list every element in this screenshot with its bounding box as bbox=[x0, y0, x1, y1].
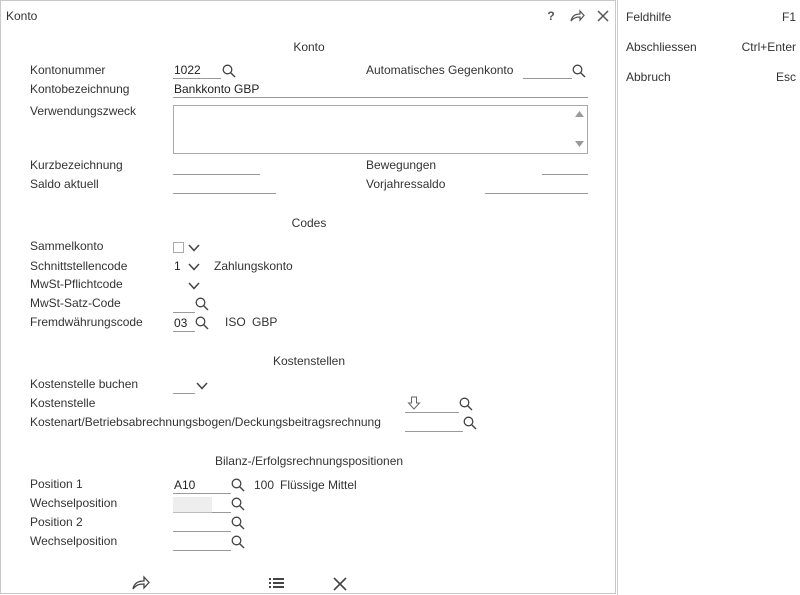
kostenstelle-label: Kostenstelle bbox=[30, 396, 96, 410]
fremdwaehrungscode-label: Fremdwährungscode bbox=[30, 315, 143, 329]
iso-value: GBP bbox=[252, 315, 278, 329]
wechselposition2-field[interactable] bbox=[173, 535, 231, 551]
search-icon[interactable] bbox=[195, 297, 209, 311]
search-icon[interactable] bbox=[195, 316, 209, 330]
saldo-aktuell-label: Saldo aktuell bbox=[30, 177, 99, 191]
gegenkonto-label: Automatisches Gegenkonto bbox=[366, 63, 514, 77]
search-icon[interactable] bbox=[222, 64, 236, 78]
list-icon[interactable] bbox=[268, 576, 286, 592]
mwst-satz-code-label: MwSt-Satz-Code bbox=[30, 296, 121, 310]
kontobezeichnung-label: Kontobezeichnung bbox=[30, 82, 130, 96]
side-menu-label: Abschliessen bbox=[626, 40, 697, 54]
side-menu-abbruch[interactable] bbox=[626, 70, 796, 84]
scroll-down-icon[interactable] bbox=[575, 141, 584, 147]
schnittstellencode-field[interactable]: 1 bbox=[174, 259, 181, 273]
verwendungszweck-textarea[interactable] bbox=[173, 105, 588, 154]
forward-footer-icon[interactable] bbox=[131, 575, 151, 593]
schnittstellencode-label: Schnittstellencode bbox=[30, 259, 128, 273]
position1-number: 100 bbox=[254, 478, 275, 492]
schnittstellencode-desc: Zahlungskonto bbox=[214, 259, 293, 273]
search-icon[interactable] bbox=[231, 478, 245, 492]
side-menu-abschliessen[interactable] bbox=[626, 40, 796, 54]
kontobezeichnung-field[interactable]: Bankkonto GBP bbox=[173, 82, 588, 98]
bewegungen-label: Bewegungen bbox=[366, 158, 437, 172]
section-bilanz-title: Bilanz-/Erfolgsrechnungspositionen bbox=[214, 454, 404, 468]
fremdwaehrungscode-field[interactable]: 03 bbox=[173, 316, 195, 332]
search-icon[interactable] bbox=[463, 416, 477, 430]
help-icon[interactable]: ? bbox=[547, 9, 555, 23]
saldo-aktuell-field bbox=[173, 178, 276, 194]
search-icon[interactable] bbox=[231, 535, 245, 549]
close-icon[interactable] bbox=[594, 7, 612, 25]
kostenstelle-buchen-field[interactable] bbox=[173, 378, 195, 394]
kurzbezeichnung-label: Kurzbezeichnung bbox=[30, 158, 123, 172]
window-title: Konto bbox=[6, 9, 38, 23]
side-menu-label: Feldhilfe bbox=[626, 10, 672, 24]
vorjahressaldo-label: Vorjahressaldo bbox=[366, 177, 446, 191]
section-codes-title: Codes bbox=[291, 216, 327, 230]
side-menu-shortcut: Esc bbox=[775, 70, 796, 84]
scrollbar[interactable] bbox=[572, 106, 587, 153]
chevron-down-icon[interactable] bbox=[187, 260, 201, 274]
wechselposition1-label: Wechselposition bbox=[30, 496, 118, 510]
scroll-up-icon[interactable] bbox=[575, 111, 584, 117]
side-menu-shortcut: Ctrl+Enter bbox=[741, 40, 796, 54]
forward-icon[interactable] bbox=[568, 7, 586, 25]
kostenstelle-field[interactable] bbox=[405, 397, 459, 413]
search-icon[interactable] bbox=[459, 397, 473, 411]
kostenart-label: Kostenart/Betriebsabrechnungsbogen/Deckungsbeitragsrechnung bbox=[30, 415, 381, 429]
section-konto-title: Konto bbox=[293, 40, 325, 54]
side-panel bbox=[617, 0, 800, 595]
search-icon[interactable] bbox=[231, 497, 245, 511]
chevron-down-icon[interactable] bbox=[187, 241, 201, 255]
wechselposition1-field bbox=[173, 497, 212, 513]
gegenkonto-field[interactable] bbox=[523, 63, 572, 79]
kurzbezeichnung-field[interactable] bbox=[173, 159, 260, 175]
position2-label: Position 2 bbox=[30, 515, 83, 529]
search-icon[interactable] bbox=[572, 64, 586, 78]
position1-label: Position 1 bbox=[30, 477, 83, 491]
side-menu-shortcut: F1 bbox=[781, 10, 796, 24]
close-footer-icon[interactable] bbox=[332, 576, 350, 592]
side-menu-feldhilfe[interactable] bbox=[626, 10, 796, 24]
section-kostenstellen-title: Kostenstellen bbox=[272, 354, 346, 368]
mwst-pflichtcode-field[interactable] bbox=[173, 278, 187, 294]
wechselposition2-label: Wechselposition bbox=[30, 534, 118, 548]
mwst-satz-code-field[interactable] bbox=[173, 297, 195, 313]
vorjahressaldo-field bbox=[485, 178, 588, 194]
position1-desc: Flüssige Mittel bbox=[280, 478, 357, 492]
iso-label: ISO bbox=[225, 315, 246, 329]
kostenart-field[interactable] bbox=[405, 416, 463, 432]
sammelkonto-checkbox[interactable] bbox=[173, 242, 184, 253]
kontonummer-label: Kontonummer bbox=[30, 63, 106, 77]
kostenstelle-buchen-label: Kostenstelle buchen bbox=[30, 377, 139, 391]
kontonummer-field[interactable]: 1022 bbox=[173, 63, 221, 79]
mwst-pflichtcode-label: MwSt-Pflichtcode bbox=[30, 277, 123, 291]
position2-field[interactable] bbox=[173, 516, 231, 532]
chevron-down-icon[interactable] bbox=[187, 279, 201, 293]
search-icon[interactable] bbox=[231, 516, 245, 530]
position1-field[interactable]: A10 bbox=[173, 478, 231, 494]
wechselposition1-underline bbox=[212, 497, 231, 513]
side-menu-label: Abbruch bbox=[626, 70, 671, 84]
verwendungszweck-label: Verwendungszweck bbox=[30, 104, 137, 118]
sammelkonto-label: Sammelkonto bbox=[30, 239, 104, 253]
bewegungen-field bbox=[542, 159, 588, 175]
chevron-down-icon[interactable] bbox=[195, 379, 209, 393]
